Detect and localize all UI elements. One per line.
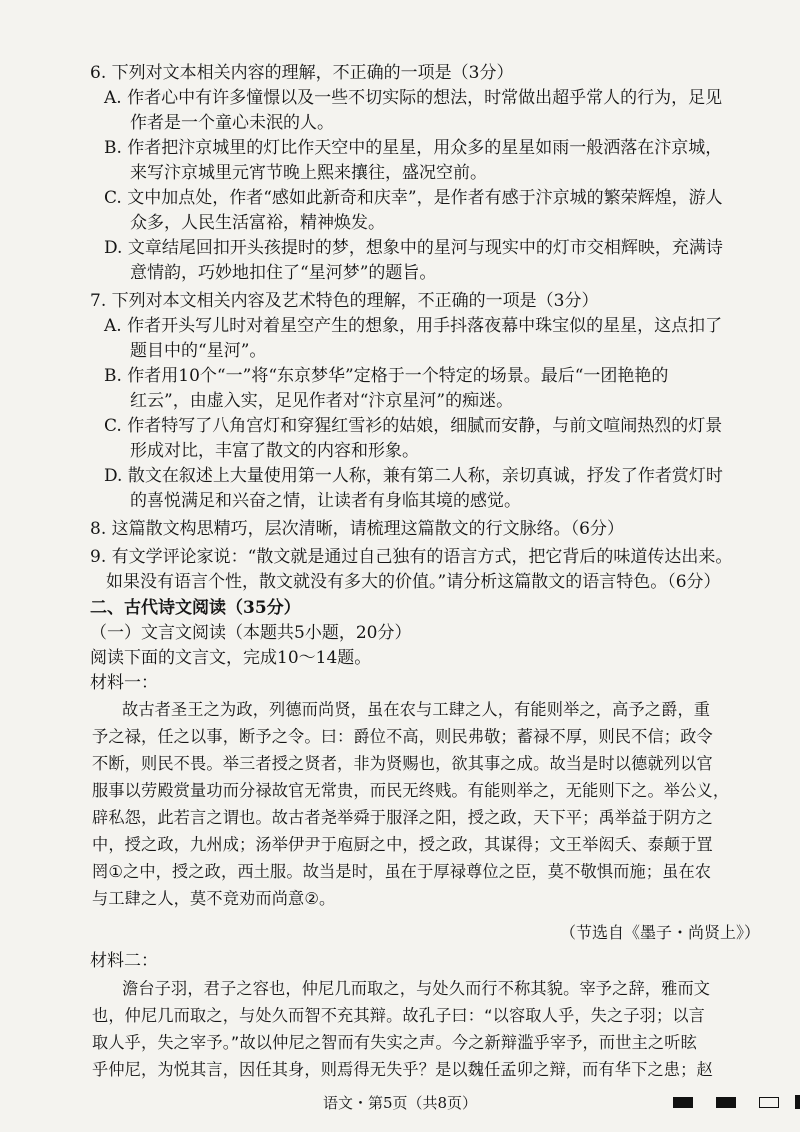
q9-stem: 9. 有文学评论家说：“散文就是通过自己独有的语言方式，把它背后的味道传达出来。 — [90, 547, 733, 567]
material2-label: 材料二： — [90, 951, 158, 971]
section2-instructions: 阅读下面的文言文，完成10～14题。 — [90, 648, 372, 668]
page-footer: 语文・第5页（共8页） — [322, 1094, 478, 1112]
q7-option-d-cont: 的喜悦满足和兴奋之情，让读者有身临其境的感觉。 — [130, 491, 521, 511]
q6-option-b: B. 作者把汴京城里的灯比作天空中的星星，用众多的星星如雨一般洒落在汴京城， — [104, 138, 723, 158]
q7-option-b-cont: 红云”，由虚入实，足见作者对“汴京星河”的痴迷。 — [130, 391, 514, 411]
material1-source: （节选自《墨子・尚贤上》） — [559, 923, 760, 942]
material1-line: 辟私怨，此若言之谓也。故古者尧举舜于服泽之阳，授之政，天下平；禹举益于阴方之 — [92, 808, 713, 827]
filled-square-icon — [673, 1097, 693, 1108]
q6-option-a: A. 作者心中有许多憧憬以及一些不切实际的想法，时常做出超乎常人的行为，足见 — [104, 88, 723, 108]
material2-line: 取人乎，失之宰予。”故以仲尼之智而有失实之声。今之新辩滥乎宰予，而世主之听眩 — [92, 1033, 697, 1052]
material2-line: 也，仲尼几而取之，与处久而智不充其辩。故孔子曰：“以容取人乎，失之子羽；以言 — [92, 1006, 706, 1025]
material1-line: 罔①之中，授之政，西土服。故当是时，虽在于厚禄尊位之臣，莫不敬惧而施；虽在农 — [92, 862, 712, 881]
q7-option-c-cont: 形成对比，丰富了散文的内容和形象。 — [130, 441, 419, 461]
material1-line: 予之禄，任之以事，断予之令。曰：爵位不高，则民弗敬；蓄禄不厚，则民不信；政令 — [92, 727, 713, 746]
material1-line: 与工肆之人，莫不竞劝而尚意②。 — [92, 889, 336, 908]
section2-subtitle: （一）文言文阅读（本题共5小题，20分） — [90, 623, 412, 643]
material1-line: 中，授之政，九州成；汤举伊尹于庖厨之中，授之政，其谋得；文王举闳夭、泰颠于罝 — [92, 835, 713, 854]
q6-option-c: C. 文中加点处，作者“感如此新奇和庆幸”，是作者有感于汴京城的繁荣辉煌，游人 — [104, 188, 723, 208]
edge-mark — [795, 1095, 800, 1109]
q6-option-d: D. 文章结尾回扣开头孩提时的梦，想象中的星河与现实中的灯市交相辉映，充满诗 — [104, 238, 723, 258]
filled-square-icon — [716, 1097, 736, 1108]
hollow-square-icon — [759, 1097, 779, 1108]
q7-option-d: D. 散文在叙述上大量使用第一人称，兼有第二人称，亲切真诚，抒发了作者赏灯时 — [104, 466, 723, 486]
q7-stem: 7. 下列对本文相关内容及艺术特色的理解，不正确的一项是（3分） — [90, 291, 599, 311]
q7-option-a: A. 作者开头写儿时对着星空产生的想象，用手抖落夜幕中珠宝似的星星，这点扣了 — [104, 316, 723, 336]
section2-title: 二、古代诗文阅读（35分） — [90, 598, 301, 618]
q7-option-b: B. 作者用10个“一”将“东京梦华”定格于一个特定的场景。最后“一团艳艳的 — [104, 366, 669, 386]
q6-option-c-cont: 众多，人民生活富裕，精神焕发。 — [130, 213, 385, 233]
material1-line: 故古者圣王之为政，列德而尚贤，虽在农与工肆之人，有能则举之，高予之爵，重 — [122, 700, 711, 719]
q8-stem: 8. 这篇散文构思精巧，层次清晰，请梳理这篇散文的行文脉络。（6分） — [90, 519, 624, 539]
material1-label: 材料一： — [90, 673, 158, 693]
material2-line: 澹台子羽，君子之容也，仲尼几而取之，与处久而行不称其貌。宰予之辞，雅而文 — [122, 979, 711, 998]
q6-option-d-cont: 意情韵，巧妙地扣住了“星河梦”的题旨。 — [130, 263, 437, 283]
material2-line: 乎仲尼，为悦其言，因任其身，则焉得无失乎？是以魏任孟卯之辩，而有华下之患；赵 — [92, 1060, 713, 1079]
material1-line: 服事以劳殿赏量功而分禄故官无常贵，而民无终贱。有能则举之，无能则下之。举公义， — [92, 781, 730, 800]
q6-stem: 6. 下列对文本相关内容的理解，不正确的一项是（3分） — [90, 63, 514, 83]
q9-stem-cont: 如果没有语言个性，散文就没有多大的价值。”请分析这篇散文的语言特色。（6分） — [106, 572, 721, 592]
q6-option-b-cont: 来写汴京城里元宵节晚上熙来攘往，盛况空前。 — [130, 163, 487, 183]
q7-option-a-cont: 题目中的“星河”。 — [130, 341, 267, 361]
material1-line: 不断，则民不畏。举三者授之贤者，非为贤赐也，欲其事之成。故当是时以德就列以官 — [92, 754, 713, 773]
q7-option-c: C. 作者特写了八角宫灯和穿猩红雪衫的姑娘，细腻而安静，与前文喧闹热烈的灯景 — [104, 416, 723, 436]
q6-option-a-cont: 作者是一个童心未泯的人。 — [130, 113, 334, 133]
